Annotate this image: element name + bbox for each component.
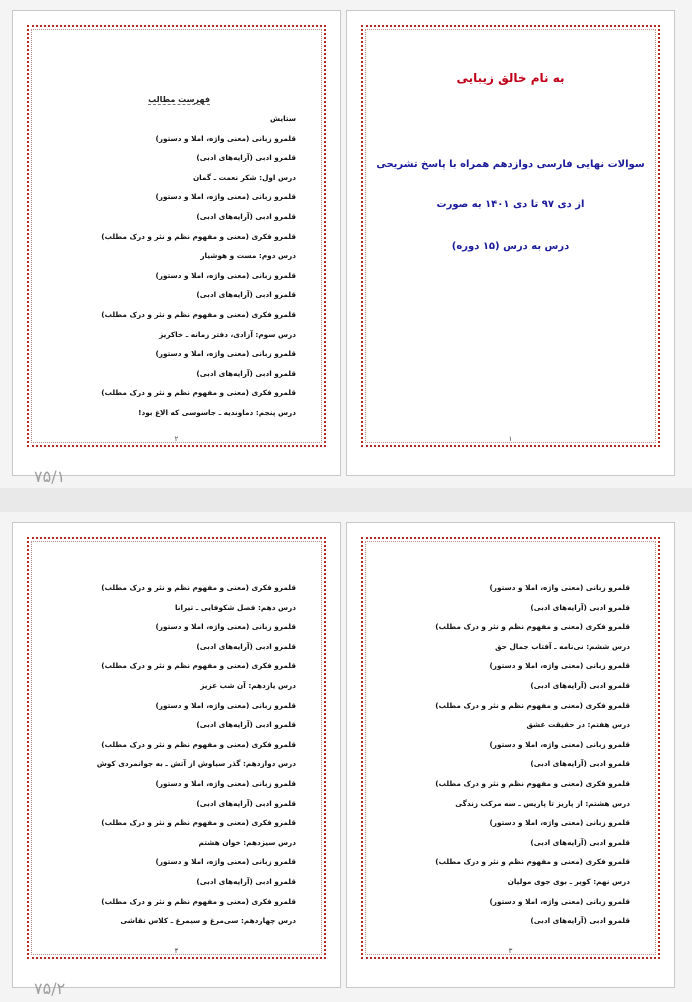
toc-page xyxy=(12,10,341,476)
toc-entry: درس یازدهم: آن شب عزیز xyxy=(200,681,296,690)
toc-entry: درس ششم: نی‌نامه ـ آفتاب جمال حق xyxy=(495,641,630,651)
toc-entry: قلمرو ادبی (آرایه‌های ادبی) xyxy=(196,798,296,808)
toc-entry: قلمرو ادبی (آرایه‌های ادبی) xyxy=(530,759,630,769)
toc-entry: قلمرو زبانی (معنی واژه، املا و دستور) xyxy=(155,779,296,788)
decorative-border xyxy=(361,25,660,447)
toc-entry: قلمرو زبانی (معنی واژه، املا و دستور) xyxy=(155,857,296,867)
toc-entry: قلمرو ادبی (آرایه‌های ادبی) xyxy=(530,602,630,612)
toc-entry: قلمرو زبانی (معنی واژه، املا و دستور) xyxy=(155,622,296,632)
toc-entry: قلمرو زبانی (معنی واژه، املا و دستور) xyxy=(489,896,630,906)
contents-page-3 xyxy=(346,522,675,988)
toc-entry: قلمرو زبانی (معنی واژه، املا و دستور) xyxy=(155,700,296,710)
toc-entry: قلمرو فکری (معنی و مفهوم نظم و نثر و درک مطلب) xyxy=(101,310,296,319)
toc-heading: فهرست مطالب xyxy=(148,95,210,104)
toc-entry: قلمرو ادبی (آرایه‌های ادبی) xyxy=(196,641,296,651)
sheet-1 xyxy=(0,0,692,488)
toc-entry: قلمرو زبانی (معنی واژه، املا و دستور) xyxy=(155,349,296,359)
toc-entry: قلمرو ادبی (آرایه‌های ادبی) xyxy=(196,212,296,221)
toc-entry: درس دوازدهم: گذر سیاوش از آتش ـ به جوانمردی کوش xyxy=(96,759,296,769)
toc-entry: قلمرو ادبی (آرایه‌های ادبی) xyxy=(196,290,296,300)
toc-entry: درس سیزدهم: خوان هشتم xyxy=(198,837,296,847)
toc-entry: درس چهاردهم: سی‌مرغ و سیمرغ ـ کلاس نقاشی xyxy=(120,916,296,926)
cover-title: به نام خالق زیبایی xyxy=(456,71,565,85)
toc-entry: درس نهم: کویر ـ بوی جوی مولیان xyxy=(507,877,630,886)
toc-entry: قلمرو زبانی (معنی واژه، املا و دستور) xyxy=(155,270,296,280)
toc-entry: درس دهم: فصل شکوفایی ـ تیرانا xyxy=(174,602,296,612)
toc-entry: قلمرو زبانی (معنی واژه، املا و دستور) xyxy=(489,661,630,671)
cover-subtitle: سوالات نهایی فارسی دوازدهم همراه با پاسخ تشریحی xyxy=(376,159,645,170)
toc-entry: قلمرو ادبی (آرایه‌های ادبی) xyxy=(196,877,296,886)
toc-entry: قلمرو فکری (معنی و مفهوم نظم و نثر و درک مطلب) xyxy=(101,231,296,241)
toc-entry: قلمرو فکری (معنی و مفهوم نظم و نثر و درک مطلب) xyxy=(435,857,630,867)
toc-entry: قلمرو فکری (معنی و مفهوم نظم و نثر و درک مطلب) xyxy=(101,739,296,749)
cover-mode: درس به درس (۱۵ دوره) xyxy=(451,241,570,252)
page-number: ۱ xyxy=(508,435,513,443)
toc-entry: قلمرو فکری (معنی و مفهوم نظم و نثر و درک مطلب) xyxy=(101,388,296,398)
toc-entry: قلمرو فکری (معنی و مفهوم نظم و نثر و درک مطلب) xyxy=(101,661,296,671)
sheet-label: ۷۵/۱ xyxy=(34,467,66,486)
toc-entry: قلمرو ادبی (آرایه‌های ادبی) xyxy=(530,837,630,847)
toc-entry: قلمرو ادبی (آرایه‌های ادبی) xyxy=(530,916,630,926)
toc-entry: قلمرو ادبی (آرایه‌های ادبی) xyxy=(196,720,296,730)
cover-range: از دی ۹۷ تا دی ۱۴۰۱ به صورت xyxy=(436,199,585,210)
toc-entry: قلمرو فکری (معنی و مفهوم نظم و نثر و درک مطلب) xyxy=(435,779,630,788)
cover-page xyxy=(346,10,675,476)
toc-entry: قلمرو فکری (معنی و مفهوم نظم و نثر و درک مطلب) xyxy=(435,622,630,632)
toc-entry: درس اول: شکر نعمت ـ گمان xyxy=(192,172,296,182)
toc-entry: درس پنجم: دماوندیه ـ جاسوسی که الاغ بود! xyxy=(138,408,296,417)
toc-entry: قلمرو زبانی (معنی واژه، املا و دستور) xyxy=(155,192,296,202)
toc-entry: قلمرو زبانی (معنی واژه، املا و دستور) xyxy=(155,133,296,143)
toc-entry: قلمرو فکری (معنی و مفهوم نظم و نثر و درک مطلب) xyxy=(435,700,630,710)
toc-entry: قلمرو زبانی (معنی واژه، املا و دستور) xyxy=(489,818,630,828)
toc-entry: قلمرو زبانی (معنی واژه، املا و دستور) xyxy=(489,583,630,592)
page-number: ۳ xyxy=(508,947,513,955)
toc-entry: درس سوم: آزادی، دفتر زمانه ـ خاکریز xyxy=(159,329,296,339)
toc-entry: قلمرو ادبی (آرایه‌های ادبی) xyxy=(196,368,296,378)
sheet-separator xyxy=(0,488,692,512)
toc-entry: درس هشتم: از پاریز تا پاریس ـ سه مرکب زندگی xyxy=(455,798,630,808)
page-number: ۲ xyxy=(174,435,179,443)
contents-page-4 xyxy=(12,522,341,988)
toc-entry: قلمرو ادبی (آرایه‌های ادبی) xyxy=(196,153,296,163)
page-number: ۴ xyxy=(174,947,179,955)
toc-entry: قلمرو زبانی (معنی واژه، املا و دستور) xyxy=(489,739,630,749)
sheet-label: ۷۵/۲ xyxy=(34,979,66,998)
toc-entry: ستایش xyxy=(270,114,296,123)
toc-entry: درس هفتم: در حقیقت عشق xyxy=(526,720,630,730)
toc-entry: قلمرو فکری (معنی و مفهوم نظم و نثر و درک مطلب) xyxy=(101,818,296,828)
toc-entry: درس دوم: مست و هوشیار xyxy=(200,251,296,261)
toc-entry: قلمرو فکری (معنی و مفهوم نظم و نثر و درک مطلب) xyxy=(101,583,296,592)
sheet-2 xyxy=(0,512,692,1000)
toc-entry: قلمرو فکری (معنی و مفهوم نظم و نثر و درک مطلب) xyxy=(101,896,296,906)
toc-entry: قلمرو ادبی (آرایه‌های ادبی) xyxy=(530,681,630,690)
